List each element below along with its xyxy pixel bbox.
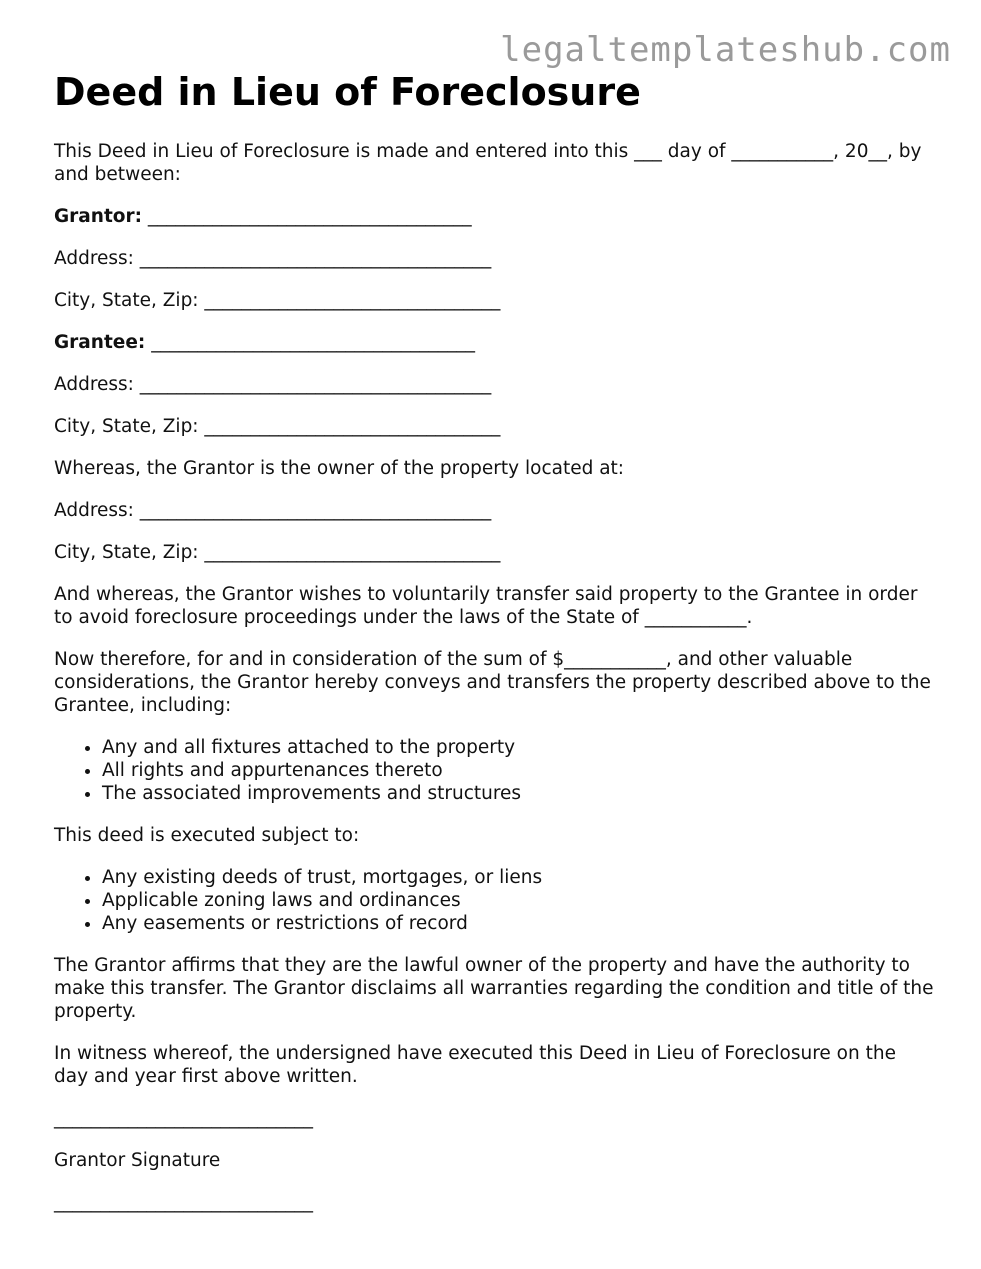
second-signature-line: ____________________________ [54, 1192, 313, 1213]
watermark: legaltemplateshub.com [500, 30, 951, 70]
grantor-city-field: City, State, Zip: ________________________________ [54, 290, 501, 311]
grantor-blank: ___________________________________ [142, 206, 472, 227]
grantor-signature-line: ____________________________ [54, 1108, 313, 1129]
and-whereas-paragraph: And whereas, the Grantor wishes to voluntarily transfer said property to the Grantee in order to avoid foreclosure proceedings under the laws of the State of ___________. [54, 584, 918, 628]
subject-intro: This deed is executed subject to: [54, 825, 360, 846]
grantee-address-field: Address: ______________________________________ [54, 374, 492, 395]
grantor-signature-label: Grantor Signature [54, 1150, 221, 1171]
list-item: • Any and all fixtures attached to the property [102, 736, 934, 759]
grantor-address-field: Address: ______________________________________ [54, 248, 492, 269]
now-therefore-paragraph: Now therefore, for and in consideration of the sum of $___________, and other valuable considerations, the Grantor hereby conveys and transfers the property described above to the Grantee, including: [54, 649, 931, 716]
list-item: • Any existing deeds of trust, mortgages, or liens [102, 866, 934, 889]
list-item: • Applicable zoning laws and ordinances [102, 889, 934, 912]
including-list [54, 736, 934, 805]
list-item: • All rights and appurtenances thereto [102, 759, 934, 782]
document-body [54, 66, 934, 1233]
grantor-label: Grantor: [54, 206, 143, 227]
grantor-field [54, 205, 934, 228]
intro-paragraph: This Deed in Lieu of Foreclosure is made and entered into this ___ day of ___________, 20__, by and between: [54, 141, 922, 185]
witness-paragraph: In witness whereof, the undersigned have executed this Deed in Lieu of Foreclosure on the day and year first above written. [54, 1043, 896, 1087]
grantee-field [54, 331, 934, 354]
list-item: • Any easements or restrictions of record [102, 912, 934, 935]
property-address-field: Address: ______________________________________ [54, 500, 492, 521]
grantee-city-field: City, State, Zip: ________________________________ [54, 416, 501, 437]
grantee-label: Grantee: [54, 332, 146, 353]
property-city-field: City, State, Zip: ________________________________ [54, 542, 501, 563]
list-item: • The associated improvements and structures [102, 782, 934, 805]
subject-list [54, 866, 934, 935]
grantee-blank: ___________________________________ [145, 332, 475, 353]
whereas-paragraph: Whereas, the Grantor is the owner of the property located at: [54, 458, 625, 479]
document-title: Deed in Lieu of Foreclosure [54, 70, 641, 114]
affirmation-paragraph: The Grantor affirms that they are the lawful owner of the property and have the authority to make this transfer. The Grantor disclaims all warranties regarding the condition and title of the property. [54, 955, 934, 1022]
